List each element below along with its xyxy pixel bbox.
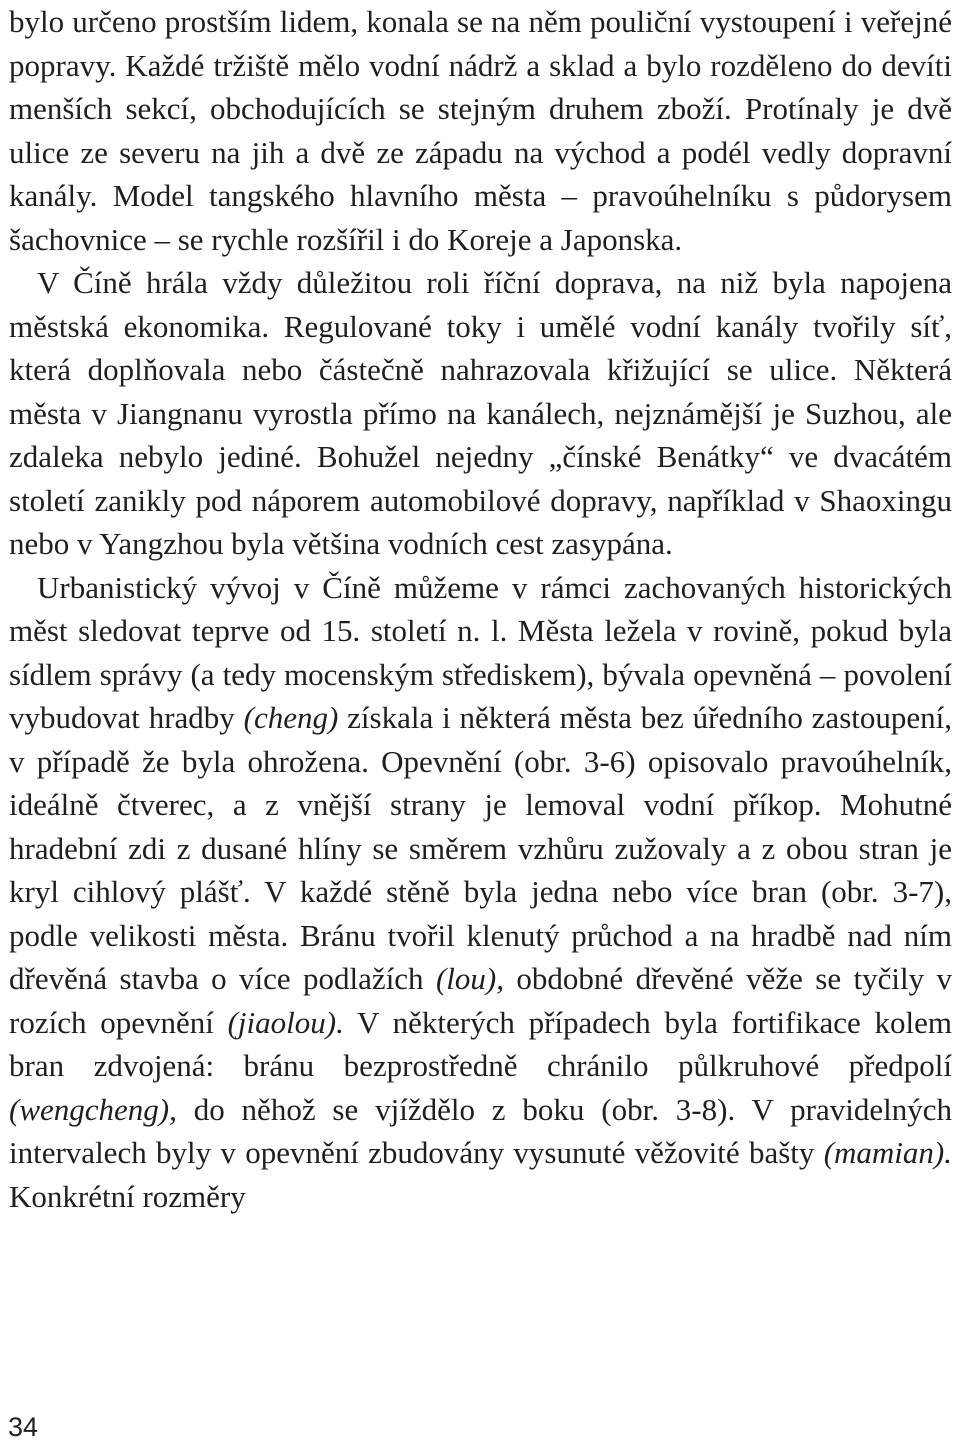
italic-term: (wengcheng),: [9, 1091, 177, 1127]
paragraph: [9, 566, 952, 1219]
italic-term: (jiaolou).: [227, 1004, 344, 1040]
page-number: 34: [8, 1412, 39, 1442]
body-text: [9, 0, 952, 1218]
text-run: V Číně hrála vždy důležitou roli říční doprava, na niž byla napojena městská ekonomika. Regulované toky i umělé vodní kanály tvořily síť, která doplňovala nebo částečně nahrazovala křižující se ulice. Některá města v Jiangnanu vyrostla přímo na kanálech, nejznámější je Suzhou, ale zdaleka nebylo jediné. Bohužel nejedny „čínské Benátky“ ve dvacátém století zanikly pod náporem automobilové dopravy, například v Shaoxingu nebo v Yangzhou byla většina vodních cest zasypána.: [9, 265, 952, 561]
text-run: získala i některá města bez úředního zastoupení, v případě že byla ohrožena. Opevnění (obr. 3-6) opisovalo pravoúhelník, ideálně čtverec, a z vnější strany je lemoval vodní příkop. Mohutné hradební zdi z dusané hlíny se směrem vzhůru zužovaly a z obou stran je kryl cihlový plášť. V každé stěně byla jedna nebo více bran (obr. 3-7), podle velikosti města. Bránu tvořil klenutý průchod a na hradbě nad ním dřevěná stavba o více podlažích: [9, 700, 952, 996]
text-run: bylo určeno prostším lidem, konala se na něm pouliční vystoupení i veřejné popravy. Každé tržiště mělo vodní nádrž a sklad a bylo rozděleno do devíti menších sekcí, obchodujících se stejným druhem zboží. Protínaly je dvě ulice ze severu na jih a dvě ze západu na východ a podél vedly dopravní kanály. Model tangského hlavního města – pravoúhelníku s půdorysem šachovnice – se rychle rozšířil i do Koreje a Japonska.: [9, 4, 952, 257]
italic-term: (cheng): [243, 700, 339, 735]
italic-term: (lou),: [435, 961, 504, 996]
text-run: Urbanistický vývoj v Číně můžeme v rámci zachovaných historických měst sledovat teprve od 15. století n. l. Města ležela v rovině, pokud byla sídlem správy (a tedy mocenským střediskem), bývala opevněná – povolení vybudovat hradby: [9, 569, 952, 735]
text-run: V některých případech byla fortifikace kolem bran zdvojená: bránu bezprostředně chránilo půlkruhové předpolí: [9, 1004, 952, 1083]
text-run: Konkrétní rozměry: [9, 1178, 246, 1214]
paragraph: [9, 0, 952, 261]
paragraph: [9, 261, 952, 566]
text-run: do něhož se vjíždělo z boku (obr. 3-8). V pravidelných intervalech byly v opevnění zbudovány vysunuté věžovité bašty: [9, 1091, 952, 1170]
italic-term: (mamian).: [823, 1135, 952, 1170]
text-run: obdobné dřevěné věže se tyčily v rozích opevnění: [9, 961, 953, 1040]
